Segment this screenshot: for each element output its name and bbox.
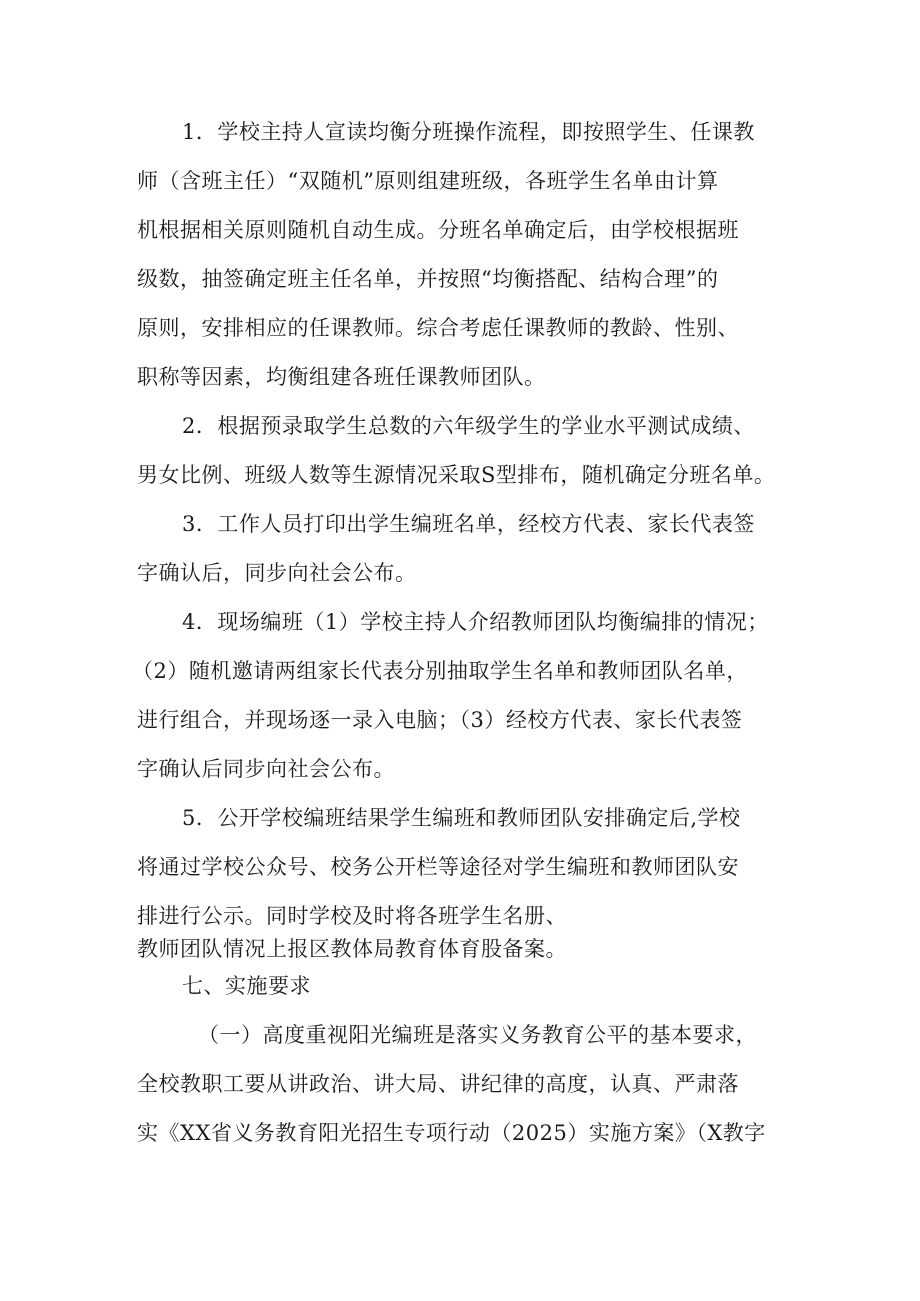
text-line bbox=[0, 357, 920, 397]
text-line bbox=[0, 847, 920, 887]
text-line bbox=[0, 161, 920, 201]
text-line bbox=[0, 112, 920, 152]
text-line-content: 将通过学校公众号、校务公开栏等途径对学生编班和教师团队安 bbox=[137, 855, 739, 879]
text-line-content: 男女比例、班级人数等生源情况采取S型排布，随机确定分班名单。 bbox=[137, 463, 776, 487]
text-line-content: 教师团队情况上报区教体局教育体育股备案。 bbox=[137, 937, 567, 961]
text-line bbox=[0, 259, 920, 299]
text-line bbox=[0, 1113, 920, 1153]
text-line bbox=[0, 308, 920, 348]
text-line bbox=[0, 749, 920, 789]
text-line-content: （一）高度重视阳光编班是落实义务教育公平的基本要求， bbox=[198, 1023, 757, 1047]
text-line-content: 1．学校主持人宣读均衡分班操作流程，即按照学生、任课教 bbox=[182, 120, 755, 144]
text-line-content: 5．公开学校编班结果学生编班和教师团队安排确定后,学校 bbox=[182, 806, 741, 830]
text-line bbox=[0, 602, 920, 642]
text-line-content: （2）随机邀请两组家长代表分别抽取学生名单和教师团队名单， bbox=[132, 659, 748, 683]
text-line bbox=[0, 553, 920, 593]
text-line-content: 字确认后，同步向社会公布。 bbox=[137, 561, 417, 585]
text-line-content: 字确认后同步向社会公布。 bbox=[137, 757, 395, 781]
text-line bbox=[0, 504, 920, 544]
text-line-content: 实《XX省义务教育阳光招生专项行动（2025）实施方案》（X教字 bbox=[137, 1121, 766, 1145]
text-line bbox=[0, 1015, 920, 1055]
text-line bbox=[0, 210, 920, 250]
text-line bbox=[0, 455, 920, 495]
text-line-content: 级数，抽签确定班主任名单，并按照“均衡搭配、结构合理”的 bbox=[137, 267, 719, 291]
text-line bbox=[0, 798, 920, 838]
text-line-content: 全校教职工要从讲政治、讲大局、讲纪律的高度，认真、严肃落 bbox=[137, 1072, 739, 1096]
text-line-content: 4．现场编班（1）学校主持人介绍教师团队均衡编排的情况； bbox=[182, 610, 769, 634]
text-line-content: 职称等因素，均衡组建各班任课教师团队。 bbox=[137, 365, 546, 389]
text-line-content: 2．根据预录取学生总数的六年级学生的学业水平测试成绩、 bbox=[182, 414, 755, 438]
text-line-content: 原则，安排相应的任课教师。综合考虑任课教师的教龄、性别、 bbox=[137, 316, 739, 340]
text-line bbox=[0, 651, 920, 691]
text-line bbox=[0, 929, 920, 969]
text-line bbox=[0, 406, 920, 446]
section-heading bbox=[0, 966, 920, 1006]
text-line bbox=[0, 700, 920, 740]
text-line-content: 排进行公示。同时学校及时将各班学生名册、 bbox=[137, 904, 567, 928]
text-line-content: 机根据相关原则随机自动生成。分班名单确定后，由学校根据班 bbox=[137, 218, 739, 242]
text-line-content: 进行组合，并现场逐一录入电脑；（3）经校方代表、家长代表签 bbox=[137, 708, 743, 732]
section-heading-text: 七、实施要求 bbox=[182, 974, 311, 998]
text-line bbox=[0, 1064, 920, 1104]
text-line-content: 3．工作人员打印出学生编班名单，经校方代表、家长代表签 bbox=[182, 512, 755, 536]
text-line-content: 师（含班主任）“双随机”原则组建班级，各班学生名单由计算 bbox=[137, 169, 719, 193]
